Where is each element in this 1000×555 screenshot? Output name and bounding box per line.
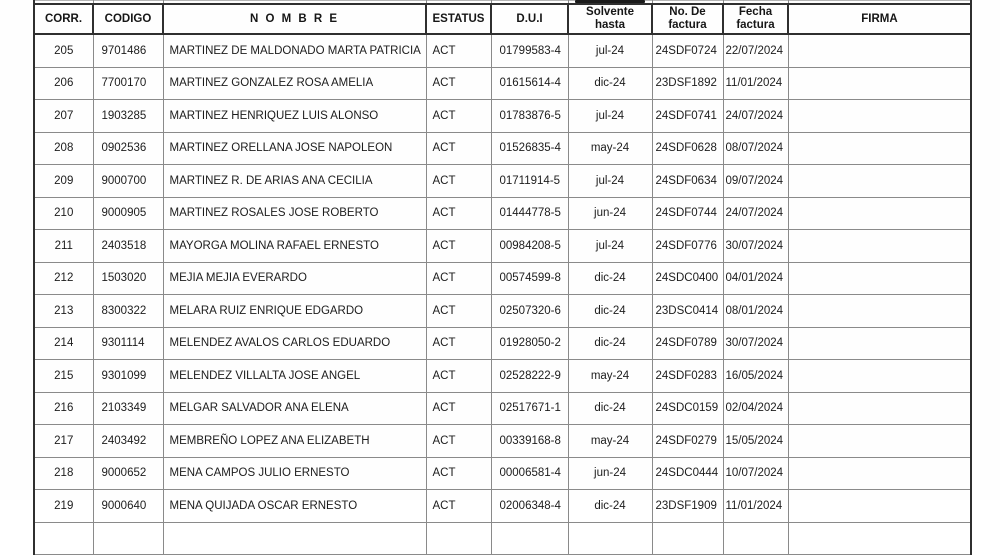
cell-estatus: ACT bbox=[426, 67, 491, 100]
table-row bbox=[34, 34, 971, 67]
table-row bbox=[34, 327, 971, 360]
cell-estatus: ACT bbox=[426, 165, 491, 198]
cell-estatus: ACT bbox=[426, 490, 491, 523]
cell-estatus: ACT bbox=[426, 34, 491, 67]
cell-firma-signature bbox=[788, 392, 971, 425]
cell-codigo: 1503020 bbox=[93, 262, 163, 295]
table-row bbox=[34, 425, 971, 458]
cell-firma-signature bbox=[788, 522, 971, 555]
cell-solvente-hasta: jul-24 bbox=[568, 100, 652, 133]
cell-solvente-hasta: jul-24 bbox=[568, 34, 652, 67]
cell-estatus: ACT bbox=[426, 197, 491, 230]
cell-firma-signature bbox=[788, 100, 971, 133]
cell-corr: 215 bbox=[34, 360, 93, 393]
cell-firma-signature bbox=[788, 197, 971, 230]
cell-codigo: 9301099 bbox=[93, 360, 163, 393]
cell-dui: 02528222-9 bbox=[491, 360, 568, 393]
cell-codigo: 9000905 bbox=[93, 197, 163, 230]
cell-numero-factura: 24SDF0634 bbox=[652, 165, 723, 198]
table-row bbox=[34, 67, 971, 100]
cell-dui: 00339168-8 bbox=[491, 425, 568, 458]
cell-corr: 214 bbox=[34, 327, 93, 360]
cell-estatus: ACT bbox=[426, 360, 491, 393]
cell-solvente-hasta: dic-24 bbox=[568, 490, 652, 523]
cell-dui: 02517671-1 bbox=[491, 392, 568, 425]
cell-dui: 00574599-8 bbox=[491, 262, 568, 295]
cell-fecha-factura: 10/07/2024 bbox=[723, 457, 788, 490]
cell-fecha-factura: 09/07/2024 bbox=[723, 165, 788, 198]
table-body bbox=[34, 34, 971, 555]
cell-solvente-hasta: may-24 bbox=[568, 425, 652, 458]
cell-firma-signature bbox=[788, 165, 971, 198]
cell-nombre: MARTINEZ R. DE ARIAS ANA CECILIA bbox=[163, 165, 426, 198]
cell-solvente-hasta: dic-24 bbox=[568, 262, 652, 295]
cell-estatus bbox=[426, 522, 491, 555]
cell-dui: 00006581-4 bbox=[491, 457, 568, 490]
cell-fecha-factura: 30/07/2024 bbox=[723, 327, 788, 360]
cell-codigo: 9301114 bbox=[93, 327, 163, 360]
cell-corr: 213 bbox=[34, 295, 93, 328]
cell-numero-factura: 24SDF0628 bbox=[652, 132, 723, 165]
cell-corr: 205 bbox=[34, 34, 93, 67]
cell-solvente-hasta: jun-24 bbox=[568, 197, 652, 230]
cell-nombre: MARTINEZ DE MALDONADO MARTA PATRICIA bbox=[163, 34, 426, 67]
cell-estatus: ACT bbox=[426, 327, 491, 360]
cell-dui: 01783876-5 bbox=[491, 100, 568, 133]
cell-numero-factura: 24SDF0789 bbox=[652, 327, 723, 360]
cell-solvente-hasta: jun-24 bbox=[568, 457, 652, 490]
cell-estatus: ACT bbox=[426, 295, 491, 328]
cell-firma-signature bbox=[788, 490, 971, 523]
cell-codigo: 9701486 bbox=[93, 34, 163, 67]
cell-nombre: MEJIA MEJIA EVERARDO bbox=[163, 262, 426, 295]
cell-firma-signature bbox=[788, 425, 971, 458]
cell-firma-signature bbox=[788, 360, 971, 393]
cell-nombre: MELGAR SALVADOR ANA ELENA bbox=[163, 392, 426, 425]
cell-nombre: MENA CAMPOS JULIO ERNESTO bbox=[163, 457, 426, 490]
cell-dui: 02006348-4 bbox=[491, 490, 568, 523]
cell-nombre: MEMBREÑO LOPEZ ANA ELIZABETH bbox=[163, 425, 426, 458]
cell-codigo: 1903285 bbox=[93, 100, 163, 133]
cell-firma-signature bbox=[788, 457, 971, 490]
scan-artifact-mark bbox=[575, 0, 645, 3]
cell-solvente-hasta: dic-24 bbox=[568, 392, 652, 425]
cell-firma-signature bbox=[788, 262, 971, 295]
cell-dui: 01444778-5 bbox=[491, 197, 568, 230]
cell-fecha-factura: 24/07/2024 bbox=[723, 197, 788, 230]
cell-corr: 218 bbox=[34, 457, 93, 490]
cell-corr: 219 bbox=[34, 490, 93, 523]
cell-dui: 02507320-6 bbox=[491, 295, 568, 328]
cell-nombre: MENA QUIJADA OSCAR ERNESTO bbox=[163, 490, 426, 523]
solvency-roster-table bbox=[33, 0, 972, 555]
cell-estatus: ACT bbox=[426, 457, 491, 490]
cell-numero-factura: 24SDF0279 bbox=[652, 425, 723, 458]
cell-numero-factura: 24SDF0776 bbox=[652, 230, 723, 263]
cell-fecha-factura: 22/07/2024 bbox=[723, 34, 788, 67]
cell-numero-factura: 23DSC0414 bbox=[652, 295, 723, 328]
cell-dui: 01615614-4 bbox=[491, 67, 568, 100]
cell-corr: 217 bbox=[34, 425, 93, 458]
cell-numero-factura: 24SDF0744 bbox=[652, 197, 723, 230]
cell-fecha-factura: 08/01/2024 bbox=[723, 295, 788, 328]
column-header-nombre: N O M B R E bbox=[163, 4, 426, 34]
cell-solvente-hasta: dic-24 bbox=[568, 327, 652, 360]
cell-fecha-factura bbox=[723, 522, 788, 555]
cell-codigo: 8300322 bbox=[93, 295, 163, 328]
cell-nombre: MELENDEZ VILLALTA JOSE ANGEL bbox=[163, 360, 426, 393]
table-row bbox=[34, 100, 971, 133]
cell-nombre: MELENDEZ AVALOS CARLOS EDUARDO bbox=[163, 327, 426, 360]
cell-firma-signature bbox=[788, 327, 971, 360]
cell-codigo: 0902536 bbox=[93, 132, 163, 165]
cell-solvente-hasta: jul-24 bbox=[568, 230, 652, 263]
cell-fecha-factura: 16/05/2024 bbox=[723, 360, 788, 393]
cell-codigo: 7700170 bbox=[93, 67, 163, 100]
cell-dui: 01526835-4 bbox=[491, 132, 568, 165]
cell-firma-signature bbox=[788, 67, 971, 100]
cell-fecha-factura: 02/04/2024 bbox=[723, 392, 788, 425]
table-row bbox=[34, 197, 971, 230]
cell-corr: 208 bbox=[34, 132, 93, 165]
cell-fecha-factura: 11/01/2024 bbox=[723, 490, 788, 523]
column-header-codigo: CODIGO bbox=[93, 4, 163, 34]
cell-nombre: MARTINEZ HENRIQUEZ LUIS ALONSO bbox=[163, 100, 426, 133]
table-header-row bbox=[34, 4, 971, 34]
cell-fecha-factura: 15/05/2024 bbox=[723, 425, 788, 458]
cell-estatus: ACT bbox=[426, 100, 491, 133]
cell-nombre: MARTINEZ ORELLANA JOSE NAPOLEON bbox=[163, 132, 426, 165]
cell-corr: 206 bbox=[34, 67, 93, 100]
cell-codigo: 2403492 bbox=[93, 425, 163, 458]
cell-nombre: MELARA RUIZ ENRIQUE EDGARDO bbox=[163, 295, 426, 328]
cell-numero-factura: 24SDC0400 bbox=[652, 262, 723, 295]
cell-numero-factura: 23DSF1909 bbox=[652, 490, 723, 523]
cell-dui: 01928050-2 bbox=[491, 327, 568, 360]
table-row bbox=[34, 457, 971, 490]
table-row bbox=[34, 165, 971, 198]
table-row bbox=[34, 295, 971, 328]
cell-solvente-hasta: jul-24 bbox=[568, 165, 652, 198]
column-header-solvente: Solvente hasta bbox=[568, 4, 652, 34]
cell-numero-factura bbox=[652, 522, 723, 555]
cell-codigo: 2403518 bbox=[93, 230, 163, 263]
cell-dui: 01711914-5 bbox=[491, 165, 568, 198]
cell-nombre bbox=[163, 522, 426, 555]
cell-codigo: 9000700 bbox=[93, 165, 163, 198]
cell-nombre: MARTINEZ GONZALEZ ROSA AMELIA bbox=[163, 67, 426, 100]
cell-dui: 01799583-4 bbox=[491, 34, 568, 67]
cell-corr: 209 bbox=[34, 165, 93, 198]
cell-firma-signature bbox=[788, 34, 971, 67]
cell-corr: 216 bbox=[34, 392, 93, 425]
column-header-estatus: ESTATUS bbox=[426, 4, 491, 34]
cell-dui bbox=[491, 522, 568, 555]
column-header-firma: FIRMA bbox=[788, 4, 971, 34]
cell-solvente-hasta bbox=[568, 522, 652, 555]
cell-codigo: 9000640 bbox=[93, 490, 163, 523]
cell-solvente-hasta: may-24 bbox=[568, 132, 652, 165]
cell-numero-factura: 24SDF0283 bbox=[652, 360, 723, 393]
table-row bbox=[34, 490, 971, 523]
cell-numero-factura: 24SDC0444 bbox=[652, 457, 723, 490]
cell-codigo: 9000652 bbox=[93, 457, 163, 490]
cell-solvente-hasta: may-24 bbox=[568, 360, 652, 393]
table-row bbox=[34, 360, 971, 393]
cell-firma-signature bbox=[788, 230, 971, 263]
column-header-dui: D.U.I bbox=[491, 4, 568, 34]
cell-fecha-factura: 08/07/2024 bbox=[723, 132, 788, 165]
cell-dui: 00984208-5 bbox=[491, 230, 568, 263]
cell-numero-factura: 23DSF1892 bbox=[652, 67, 723, 100]
cell-solvente-hasta: dic-24 bbox=[568, 295, 652, 328]
cell-firma-signature bbox=[788, 132, 971, 165]
table-row bbox=[34, 392, 971, 425]
cell-numero-factura: 24SDF0741 bbox=[652, 100, 723, 133]
cell-fecha-factura: 04/01/2024 bbox=[723, 262, 788, 295]
cell-nombre: MARTINEZ ROSALES JOSE ROBERTO bbox=[163, 197, 426, 230]
cell-estatus: ACT bbox=[426, 262, 491, 295]
cell-corr: 212 bbox=[34, 262, 93, 295]
cell-codigo: 2103349 bbox=[93, 392, 163, 425]
table-row bbox=[34, 230, 971, 263]
cell-codigo bbox=[93, 522, 163, 555]
cell-fecha-factura: 24/07/2024 bbox=[723, 100, 788, 133]
column-header-fecha: Fecha factura bbox=[723, 4, 788, 34]
cell-corr bbox=[34, 522, 93, 555]
cell-solvente-hasta: dic-24 bbox=[568, 67, 652, 100]
cropped-row-below bbox=[34, 522, 971, 555]
table-row bbox=[34, 132, 971, 165]
cell-firma-signature bbox=[788, 295, 971, 328]
cell-corr: 210 bbox=[34, 197, 93, 230]
cell-estatus: ACT bbox=[426, 230, 491, 263]
cell-corr: 207 bbox=[34, 100, 93, 133]
table-row bbox=[34, 262, 971, 295]
cell-nombre: MAYORGA MOLINA RAFAEL ERNESTO bbox=[163, 230, 426, 263]
cell-corr: 211 bbox=[34, 230, 93, 263]
cell-estatus: ACT bbox=[426, 425, 491, 458]
cell-estatus: ACT bbox=[426, 392, 491, 425]
column-header-factura: No. De factura bbox=[652, 4, 723, 34]
cell-numero-factura: 24SDC0159 bbox=[652, 392, 723, 425]
cell-fecha-factura: 30/07/2024 bbox=[723, 230, 788, 263]
cell-numero-factura: 24SDF0724 bbox=[652, 34, 723, 67]
column-header-corr: CORR. bbox=[34, 4, 93, 34]
cell-estatus: ACT bbox=[426, 132, 491, 165]
cell-fecha-factura: 11/01/2024 bbox=[723, 67, 788, 100]
